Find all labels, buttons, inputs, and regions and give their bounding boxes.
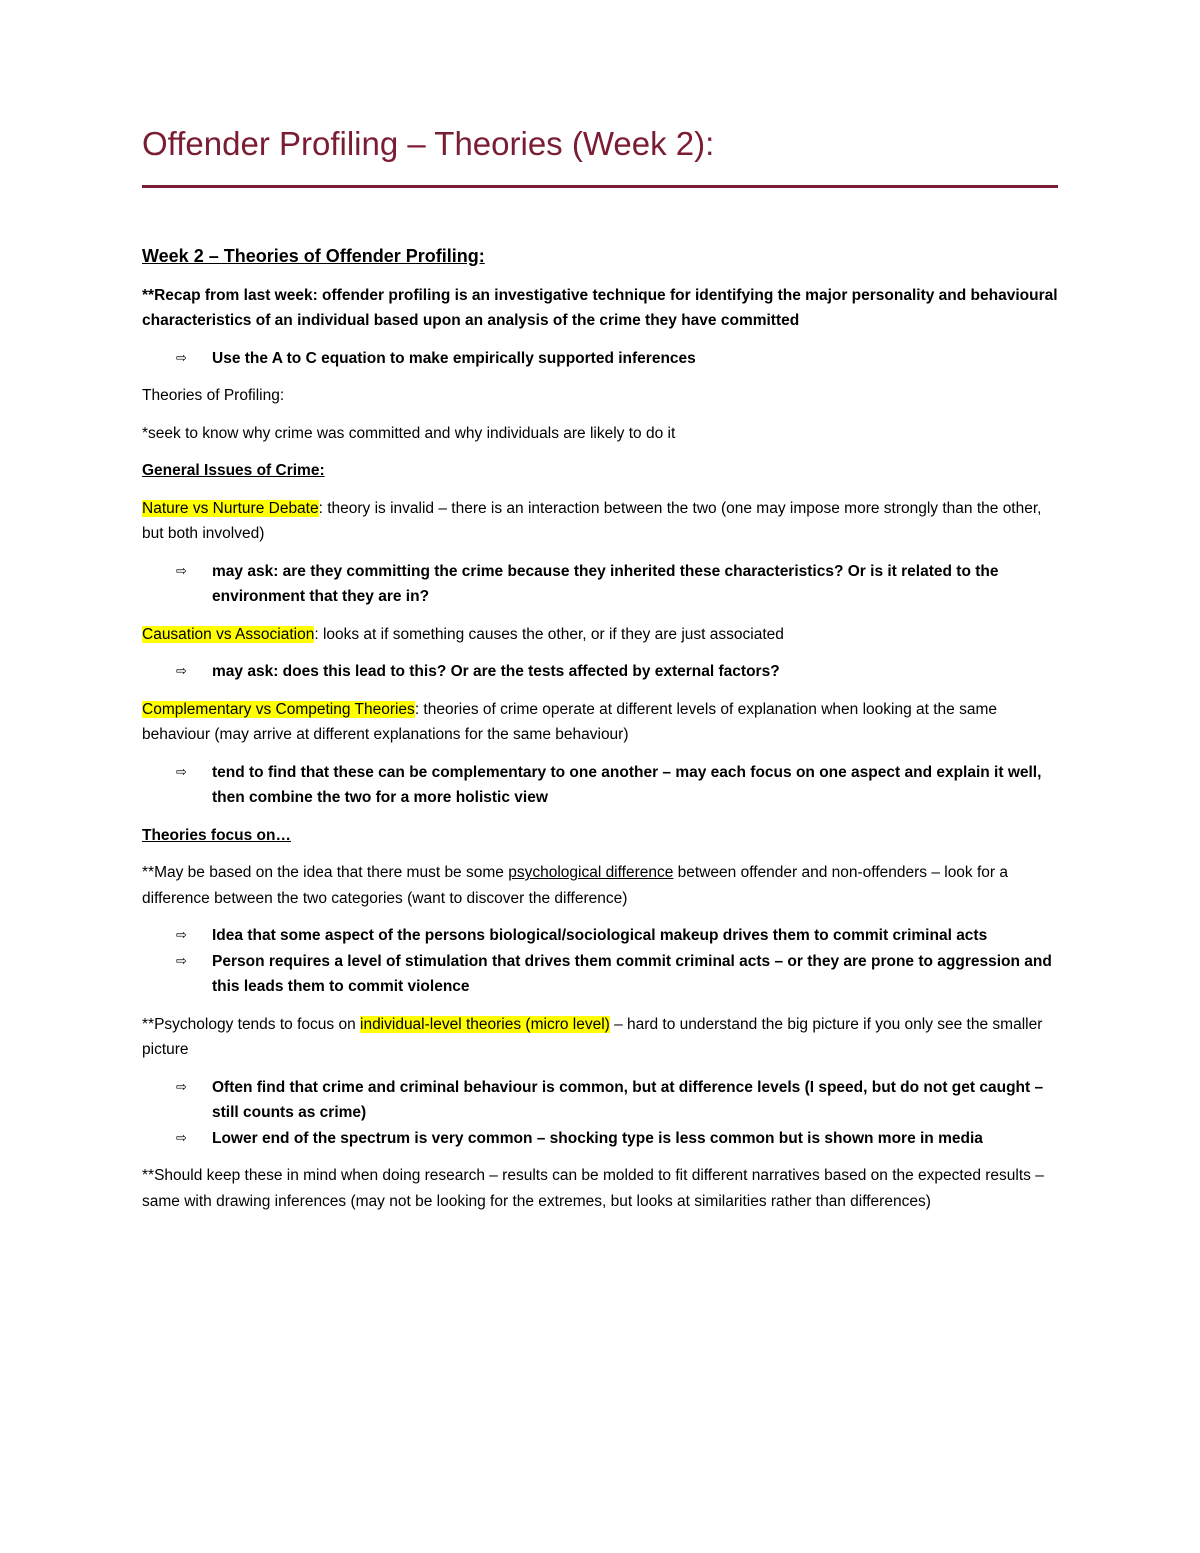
list-item: ⇨ Often find that crime and criminal behaviour is common, but at difference levels (I speed, but do not get caught – still counts as crime) (142, 1075, 1062, 1126)
list-item: ⇨ may ask: are they committing the crime because they inherited these characteristics? Or is it related to the environment that they are in? (142, 559, 1062, 610)
arrow-icon: ⇨ (176, 953, 187, 969)
arrow-icon: ⇨ (176, 563, 187, 579)
causation-paragraph: Causation vs Association: looks at if something causes the other, or if they are just associated (142, 625, 784, 643)
seek-paragraph: *seek to know why crime was committed and why individuals are likely to do it (142, 424, 676, 442)
highlighted-term: Causation vs Association (142, 625, 315, 643)
complementary-list (142, 760, 1062, 811)
psych-difference-list (142, 923, 1062, 1000)
list-item: ⇨ Idea that some aspect of the persons biological/sociological makeup drives them to commit criminal acts (142, 923, 1062, 949)
causation-list (142, 659, 1062, 685)
nature-paragraph: Nature vs Nurture Debate: theory is invalid – there is an interaction between the two (one may impose more strongly than the other, but both involved) (142, 499, 1042, 542)
psych-difference-paragraph: **May be based on the idea that there must be some psychological difference between offender and non-offenders – look for a difference between the two categories (want to discover the difference) (142, 864, 1009, 907)
recap-list (142, 346, 1062, 372)
highlighted-term: individual-level theories (micro level) (360, 1015, 610, 1033)
document-title: Offender Profiling – Theories (Week 2): (142, 125, 715, 162)
list-item: ⇨ Person requires a level of stimulation that drives them commit criminal acts – or they are prone to aggression and this leads them to commit violence (142, 949, 1062, 1000)
theories-label: Theories of Profiling: (142, 387, 285, 404)
list-item: ⇨ Lower end of the spectrum is very common – shocking type is less common but is shown more in media (142, 1126, 1062, 1152)
list-item: ⇨ may ask: does this lead to this? Or are the tests affected by external factors? (142, 659, 1062, 685)
recap-paragraph: **Recap from last week: offender profiling is an investigative technique for identifying the major personality and behavioural characteristics of an individual based upon an analysis of the crime they have committed (142, 286, 1058, 329)
arrow-icon: ⇨ (176, 1079, 187, 1095)
arrow-icon: ⇨ (176, 928, 187, 943)
arrow-icon: ⇨ (176, 764, 187, 780)
underlined-term: psychological difference (508, 864, 674, 881)
highlighted-term: Nature vs Nurture Debate (142, 499, 319, 517)
list-item: ⇨ Use the A to C equation to make empirically supported inferences (142, 346, 1062, 372)
arrow-icon: ⇨ (176, 664, 187, 679)
general-issues-heading: General Issues of Crime: (142, 462, 325, 479)
closing-paragraph: **Should keep these in mind when doing research – results can be molded to fit different narratives based on the expected results – same with drawing inferences (may not be looking for the extremes, but looks at similarities rather than differences) (142, 1167, 1044, 1210)
arrow-icon: ⇨ (176, 1130, 187, 1146)
highlighted-term: Complementary vs Competing Theories (142, 700, 415, 718)
list-item: ⇨ tend to find that these can be complementary to one another – may each focus on one aspect and explain it well, then combine the two for a more holistic view (142, 760, 1062, 811)
section-heading: Week 2 – Theories of Offender Profiling: (142, 246, 485, 266)
complementary-paragraph: Complementary vs Competing Theories: theories of crime operate at different levels of explanation when looking at the same behaviour (may arrive at different explanations for the same behaviour) (142, 700, 997, 743)
psychology-list (142, 1075, 1062, 1152)
title-divider (142, 185, 1058, 188)
nature-list (142, 559, 1062, 610)
arrow-icon: ⇨ (176, 350, 187, 366)
theories-focus-heading: Theories focus on… (142, 826, 291, 844)
psychology-paragraph: **Psychology tends to focus on individual-level theories (micro level) – hard to understand the big picture if you only see the smaller picture (142, 1015, 1043, 1058)
document-body (142, 244, 1062, 1226)
